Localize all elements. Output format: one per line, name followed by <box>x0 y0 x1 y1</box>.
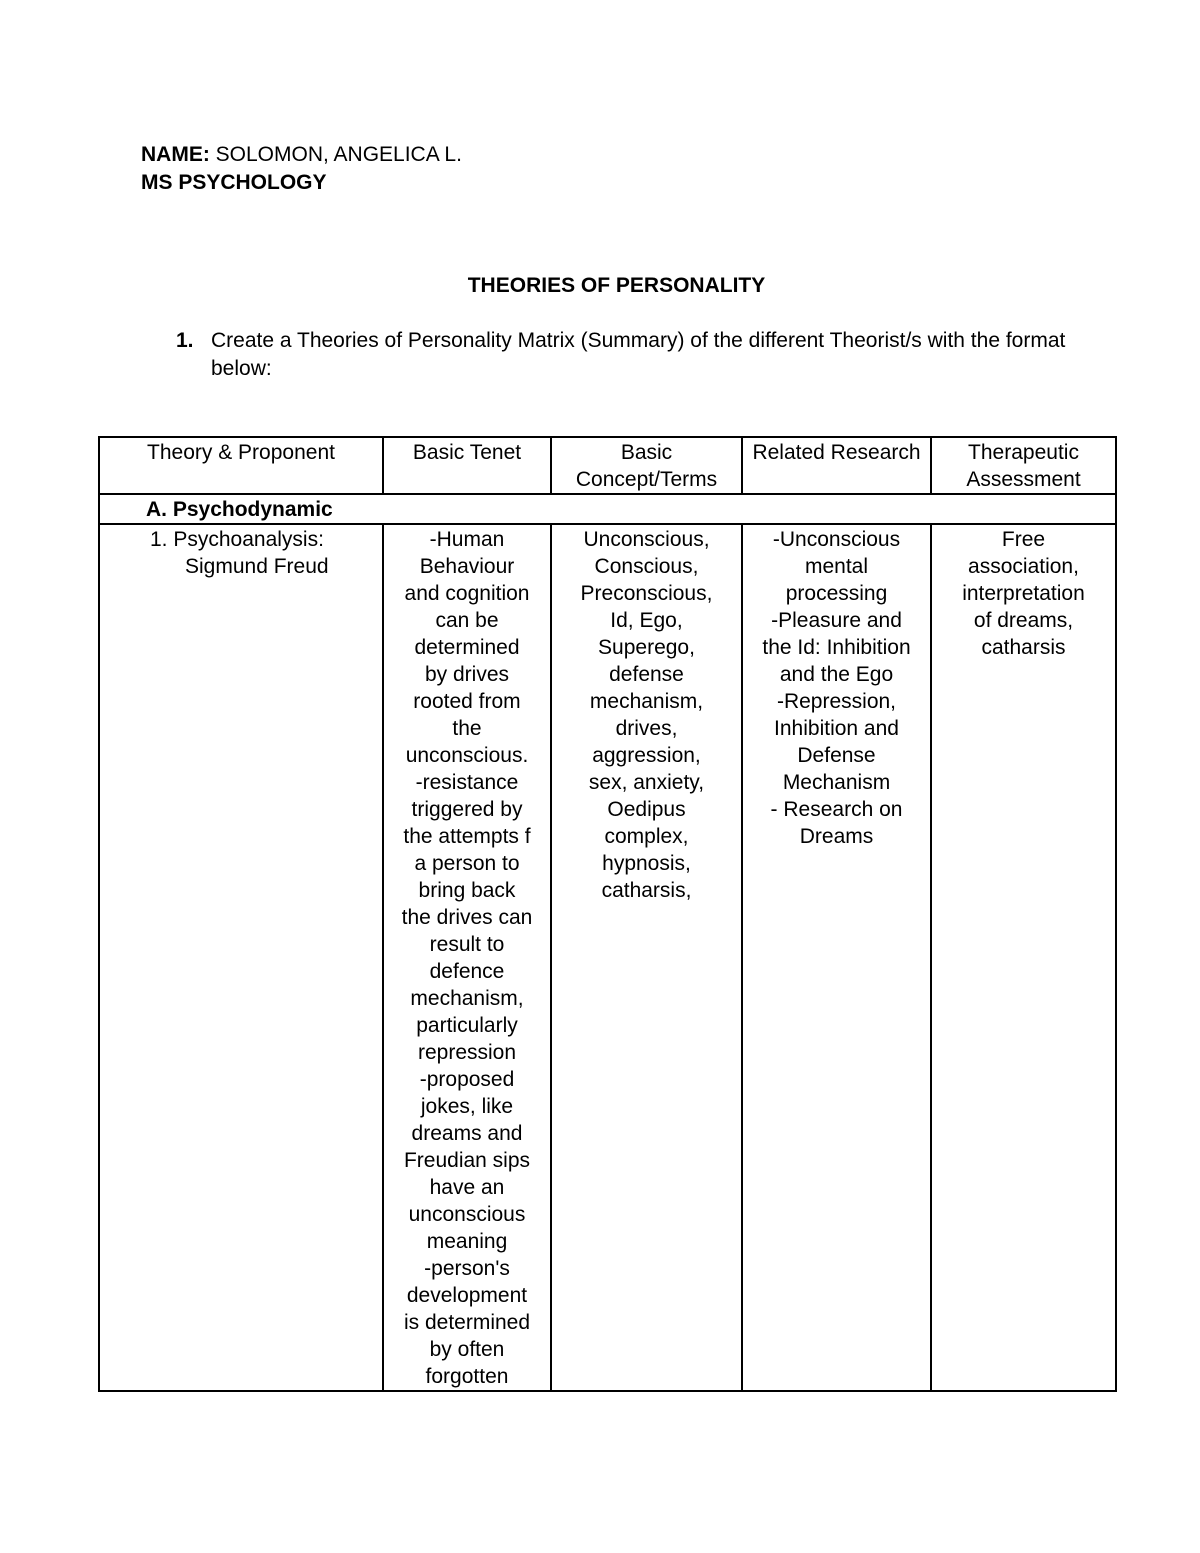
cell-text-line: determined <box>414 636 520 659</box>
cell-text-line: mental <box>804 555 869 578</box>
header-theory: Theory & Proponent <box>99 437 383 494</box>
cell-text-line: Unconscious, <box>583 528 710 551</box>
cell-text-line: -proposed <box>419 1068 515 1091</box>
cell-text-line: triggered by <box>411 798 523 821</box>
table-row <box>99 524 1116 1391</box>
instruction-text: Create a Theories of Personality Matrix (Summary) of the different Theorist/s with the format below: <box>211 329 1066 380</box>
cell-text-line: and the Ego <box>779 663 894 686</box>
cell-text-line: rooted from <box>413 690 521 713</box>
header-tenet: Basic Tenet <box>383 437 551 494</box>
cell-text-line: Dreams <box>799 825 874 848</box>
cell-text-line: catharsis, <box>601 879 692 902</box>
cell-text-line: -person's <box>424 1257 510 1280</box>
cell-text-line: Free <box>1001 528 1046 551</box>
cell-research <box>742 524 931 1391</box>
header-research: Related Research <box>742 437 931 494</box>
cell-text-line: mechanism, <box>589 690 704 713</box>
cell-text-line: of dreams, <box>973 609 1074 632</box>
cell-text-line: development <box>406 1284 528 1307</box>
cell-text-line: Freudian sips <box>403 1149 531 1172</box>
theory-title: 1. Psychoanalysis: <box>150 528 324 551</box>
cell-text-line: jokes, like <box>420 1095 514 1118</box>
cell-text-line: bring back <box>418 879 516 902</box>
cell-text-line: sex, anxiety, <box>588 771 705 794</box>
cell-text-line: unconscious <box>408 1203 526 1226</box>
cell-text-line: the Id: Inhibition <box>762 636 911 659</box>
cell-text-line: Superego, <box>598 636 695 659</box>
section-row <box>99 494 1116 524</box>
cell-text-line: hypnosis, <box>602 852 691 875</box>
cell-text-line: repression <box>417 1041 517 1064</box>
cell-text-line: by often <box>429 1338 505 1361</box>
cell-text-line: -resistance <box>415 771 519 794</box>
cell-theory <box>99 524 383 1391</box>
cell-text-line: -Unconscious <box>772 528 901 551</box>
cell-text-line: complex, <box>604 825 689 848</box>
cell-text-line: defense <box>609 663 684 686</box>
cell-text-line: the attempts f <box>403 825 531 848</box>
program-label: MS PSYCHOLOGY <box>141 171 327 194</box>
cell-text-line: Id, Ego, <box>610 609 683 632</box>
cell-text-line: Mechanism <box>782 771 891 794</box>
cell-text-line: Preconscious, <box>580 582 713 605</box>
cell-text-line: -Human <box>429 528 505 551</box>
cell-text-line: result to <box>429 933 505 956</box>
table-header-row <box>99 437 1116 494</box>
name-value: SOLOMON, ANGELICA L. <box>209 143 462 166</box>
name-line <box>141 141 462 169</box>
personality-matrix-table <box>98 436 1117 1392</box>
cell-text-line: drives, <box>615 717 678 740</box>
cell-text-line: Behaviour <box>419 555 515 578</box>
cell-text-line: Conscious, <box>594 555 699 578</box>
name-label: NAME: <box>141 143 210 166</box>
cell-text-line: can be <box>435 609 499 632</box>
cell-text-line: association, <box>968 555 1079 578</box>
cell-text-line: interpretation <box>962 582 1085 605</box>
cell-text-line: defence <box>429 960 505 983</box>
cell-text-line: particularly <box>416 1014 518 1037</box>
instruction-number: 1. <box>176 329 194 352</box>
theory-proponent: Sigmund Freud <box>185 555 329 578</box>
cell-text-line: forgotten <box>425 1365 509 1388</box>
cell-text-line: and cognition <box>404 582 530 605</box>
cell-text-line: -Repression, <box>776 690 897 713</box>
cell-text-line: Inhibition and <box>774 717 899 740</box>
header-concepts: Basic Concept/Terms <box>551 437 742 494</box>
cell-text-line: meaning <box>426 1230 508 1253</box>
cell-text-line: unconscious. <box>405 744 529 767</box>
cell-text-line: Defense <box>797 744 876 767</box>
document-title: THEORIES OF PERSONALITY <box>467 274 766 297</box>
cell-text-line: dreams and <box>411 1122 523 1145</box>
cell-text-line: by drives <box>424 663 510 686</box>
cell-text-line: is determined <box>403 1311 531 1334</box>
cell-text-line: catharsis <box>981 636 1066 659</box>
student-info <box>141 141 462 197</box>
cell-tenet <box>383 524 551 1391</box>
cell-assessment <box>931 524 1116 1391</box>
cell-text-line: the drives can <box>401 906 533 929</box>
cell-text-line: aggression, <box>592 744 701 767</box>
cell-concepts <box>551 524 742 1391</box>
section-psychodynamic: A. Psychodynamic <box>99 494 1116 524</box>
cell-text-line: have an <box>429 1176 505 1199</box>
cell-text-line: Oedipus <box>607 798 686 821</box>
instruction <box>176 327 1076 383</box>
cell-text-line: -Pleasure and <box>771 609 902 632</box>
cell-text-line: - Research on <box>770 798 903 821</box>
header-assessment: Therapeutic Assessment <box>931 437 1116 494</box>
cell-text-line: a person to <box>414 852 520 875</box>
cell-text-line: mechanism, <box>410 987 524 1010</box>
cell-text-line: the <box>452 717 482 740</box>
cell-text-line: processing <box>785 582 888 605</box>
